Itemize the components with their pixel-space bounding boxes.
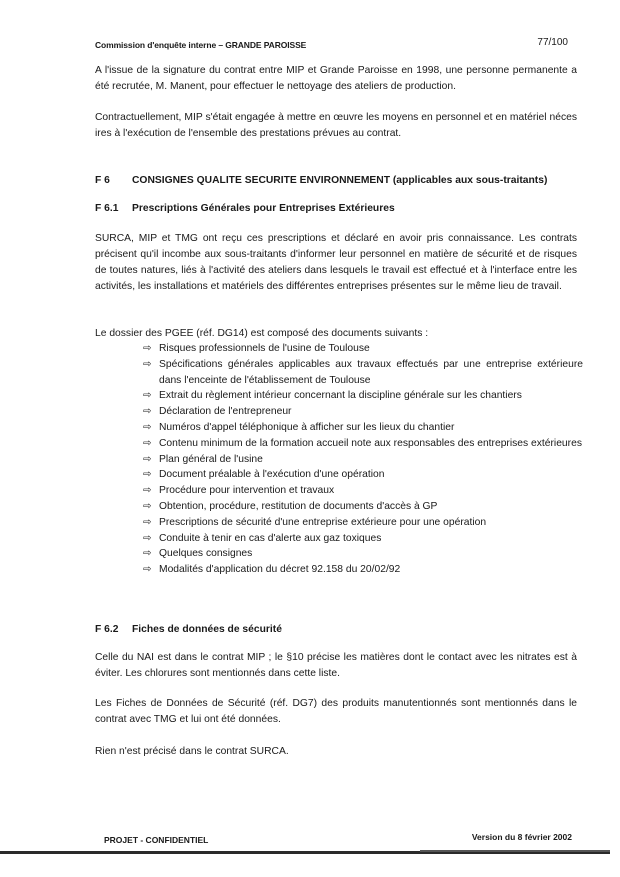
list-item-text: Numéros d'appel téléphonique à afficher sur les lieux du chantier	[159, 421, 455, 433]
list-item	[143, 404, 583, 420]
list-item	[143, 546, 583, 562]
list-item-text: Extrait du règlement intérieur concernant la discipline générale sur les chantiers	[159, 390, 522, 402]
list-item	[143, 436, 583, 452]
paragraph-nai: Celle du NAI est dans le contrat MIP ; le §10 précise les matières dont le contact avec les nitrates est à éviter. Les chlorures sont mentionnés dans cette liste.	[95, 652, 577, 679]
list-item-text: Obtention, procédure, restitution de documents d'accès à GP	[159, 500, 438, 512]
list-item	[143, 499, 583, 515]
list-item	[143, 388, 583, 404]
paragraph-contractual: Contractuellement, MIP s'était engagée à mettre en œuvre les moyens en personnel et en matériel néces ires à l'exécution de l'ensemble des prestations prévues au contrat.	[95, 112, 577, 139]
list-item-text: Conduite à tenir en cas d'alerte aux gaz toxiques	[159, 532, 382, 544]
section-number: F 6	[95, 175, 110, 186]
paragraph-surca: Rien n'est précisé dans le contrat SURCA.	[95, 746, 289, 757]
footer-version: Version du 8 février 2002	[471, 832, 572, 842]
arrow-right-outline-icon: ⇨	[143, 548, 152, 560]
arrow-right-outline-icon: ⇨	[143, 564, 152, 576]
list-item-text: Document préalable à l'exécution d'une opération	[159, 469, 385, 481]
arrow-right-outline-icon: ⇨	[143, 358, 152, 370]
paragraph-contract-signature: A l'issue de la signature du contrat entre MIP et Grande Paroisse en 1998, une personne permanente a été recrutée, M. Manent, pour effectuer le nettoyage des ateliers de production.	[95, 65, 577, 92]
pgee-intro: Le dossier des PGEE (réf. DG14) est composé des documents suivants :	[95, 328, 429, 339]
section-number: F 6.2	[95, 624, 119, 635]
footer-confidential: PROJET - CONFIDENTIEL	[104, 835, 209, 845]
list-item-text: Déclaration de l'entrepreneur	[159, 406, 292, 418]
arrow-right-outline-icon: ⇨	[143, 406, 152, 418]
section-title: Fiches de données de sécurité	[132, 624, 282, 635]
scan-edge-line	[420, 850, 610, 852]
header-title: Commission d'enquête interne – GRANDE PAROISSE	[95, 40, 307, 50]
list-item-text: Procédure pour intervention et travaux	[159, 485, 335, 497]
paragraph-fds: Les Fiches de Données de Sécurité (réf. DG7) des produits manutentionnés sont mentionnés dans le contrat avec TMG et lui ont été données.	[95, 698, 577, 725]
arrow-right-outline-icon: ⇨	[143, 437, 152, 449]
arrow-right-outline-icon: ⇨	[143, 421, 152, 433]
list-item	[143, 420, 583, 436]
list-item-text: Modalités d'application du décret 92.158 du 20/02/92	[159, 564, 401, 576]
pgee-document-list	[143, 341, 583, 578]
list-item-text: Risques professionnels de l'usine de Toulouse	[159, 343, 370, 354]
list-item-text: Prescriptions de sécurité d'une entreprise extérieure pour une opération	[159, 516, 487, 528]
arrow-right-outline-icon: ⇨	[143, 516, 152, 528]
list-item	[143, 341, 583, 357]
list-item	[143, 515, 583, 531]
list-item	[143, 483, 583, 499]
arrow-right-outline-icon: ⇨	[143, 500, 152, 512]
arrow-right-outline-icon: ⇨	[143, 469, 152, 481]
list-item-text: Spécifications générales applicables aux travaux effectués par une entreprise extérieure dans l'enceinte de l'établissement de Toulouse	[159, 358, 583, 386]
arrow-right-outline-icon: ⇨	[143, 453, 152, 465]
arrow-right-outline-icon: ⇨	[143, 532, 152, 544]
list-item	[143, 562, 583, 578]
list-item-text: Plan général de l'usine	[159, 453, 263, 465]
section-number: F 6.1	[95, 203, 119, 214]
arrow-right-outline-icon: ⇨	[143, 343, 152, 354]
section-f62-heading	[95, 624, 282, 635]
page-number: 77/100	[537, 37, 568, 48]
list-item-text: Contenu minimum de la formation accueil note aux responsables des entreprises extérieures	[159, 437, 582, 449]
list-item	[143, 357, 583, 389]
section-title: Prescriptions Générales pour Entreprises Extérieures	[132, 203, 395, 214]
list-item	[143, 531, 583, 547]
arrow-right-outline-icon: ⇨	[143, 485, 152, 497]
arrow-right-outline-icon: ⇨	[143, 390, 152, 402]
section-f6-heading	[95, 175, 547, 186]
list-item	[143, 467, 583, 483]
paragraph-prescriptions: SURCA, MIP et TMG ont reçu ces prescriptions et déclaré en avoir pris connaissance. Les contrats précisent qu'il incombe aux sous-traitants d'informer leur personnel en matière de sécurité et de risques de toutes natures, liés à l'activité des ateliers dans lesquels le travail est effectué et à l'interface entre les activités, les installations et matériels des différentes entreprises présentes sur le même lieu de travail.	[95, 233, 577, 292]
list-item-text: Quelques consignes	[159, 548, 253, 560]
list-item	[143, 452, 583, 468]
section-f61-heading	[95, 203, 395, 214]
section-title: CONSIGNES QUALITE SECURITE ENVIRONNEMENT (applicables aux sous-traitants)	[132, 175, 548, 186]
